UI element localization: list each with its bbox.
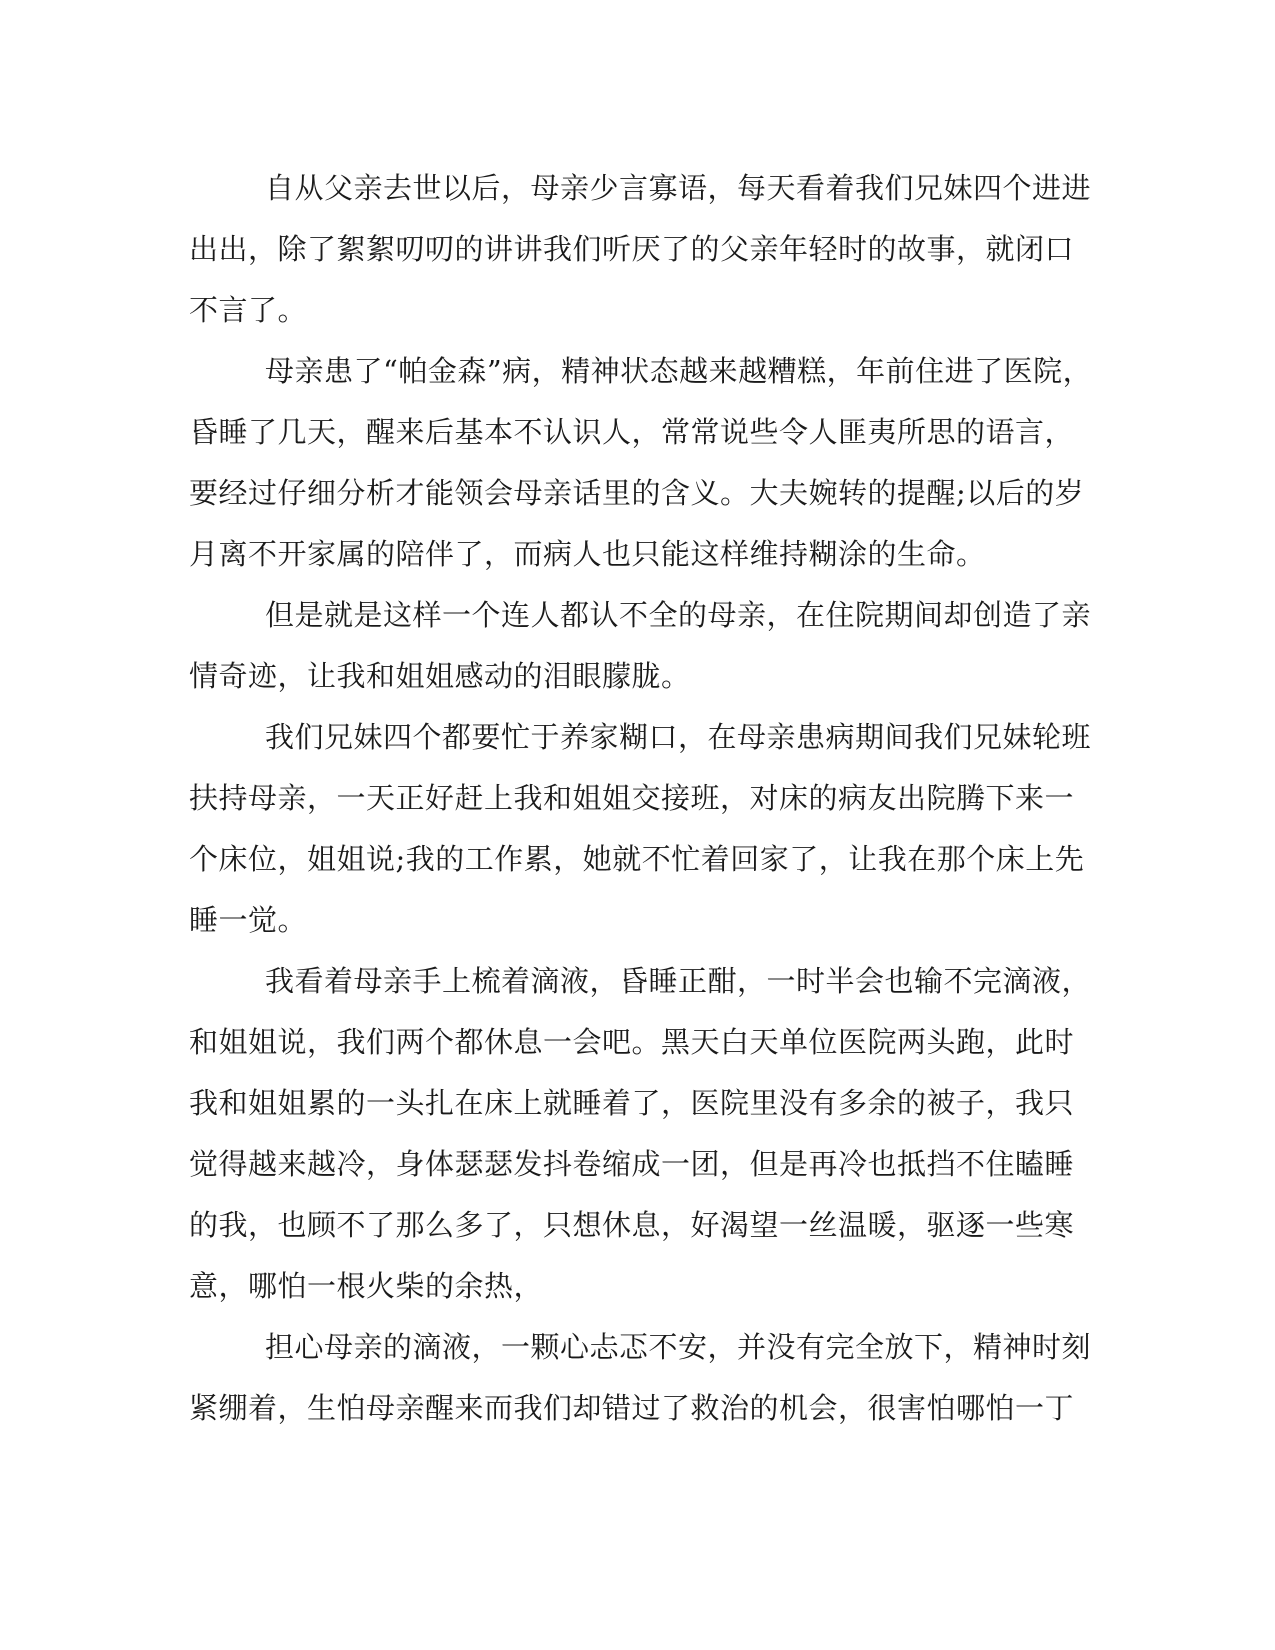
paragraph bbox=[189, 707, 1092, 951]
text-line: 我看着母亲手上梳着滴液，昏睡正酣，一时半会也输不完滴液， bbox=[265, 964, 1092, 998]
text-line: 不言了。 bbox=[189, 293, 308, 327]
text-line: 自从父亲去世以后，母亲少言寡语，每天看着我们兄妹四个进进 bbox=[265, 171, 1092, 205]
paragraph bbox=[189, 158, 1092, 341]
paragraph bbox=[189, 951, 1092, 1317]
text-line: 母亲患了“帕金森”病，精神状态越来越糟糕，年前住进了医院， bbox=[265, 354, 1093, 388]
text-line: 个床位，姐姐说;我的工作累，她就不忙着回家了，让我在那个床上先 bbox=[189, 842, 1085, 876]
text-line: 情奇迹，让我和姐姐感动的泪眼朦胧。 bbox=[189, 659, 691, 693]
text-line: 觉得越来越冷，身体瑟瑟发抖卷缩成一团，但是再冷也抵挡不住瞌睡 bbox=[189, 1147, 1075, 1181]
text-line: 月离不开家属的陪伴了，而病人也只能这样维持糊涂的生命。 bbox=[189, 537, 986, 571]
paragraph bbox=[189, 341, 1093, 585]
text-line: 意，哪怕一根火柴的余热， bbox=[189, 1269, 544, 1303]
text-line: 要经过仔细分析才能领会母亲话里的含义。大夫婉转的提醒;以后的岁 bbox=[189, 476, 1085, 510]
text-line: 担心母亲的滴液，一颗心忐忑不安，并没有完全放下，精神时刻 bbox=[265, 1330, 1092, 1364]
text-line: 我和姐姐累的一头扎在床上就睡着了，医院里没有多余的被子，我只 bbox=[189, 1086, 1075, 1120]
text-line: 紧绷着，生怕母亲醒来而我们却错过了救治的机会，很害怕哪怕一丁 bbox=[189, 1391, 1075, 1425]
text-line: 和姐姐说，我们两个都休息一会吧。黑天白天单位医院两头跑，此时 bbox=[189, 1025, 1075, 1059]
text-line: 睡一觉。 bbox=[189, 903, 308, 937]
paragraph bbox=[189, 1317, 1092, 1439]
text-line: 昏睡了几天，醒来后基本不认识人，常常说些令人匪夷所思的语言， bbox=[189, 415, 1075, 449]
text-line: 但是就是这样一个连人都认不全的母亲，在住院期间却创造了亲 bbox=[265, 598, 1092, 632]
text-line: 出出，除了絮絮叨叨的讲讲我们听厌了的父亲年轻时的故事，就闭口 bbox=[189, 232, 1075, 266]
text-line: 的我，也顾不了那么多了，只想休息，好渴望一丝温暖，驱逐一些寒 bbox=[189, 1208, 1075, 1242]
body-text bbox=[189, 158, 1093, 1439]
paragraph bbox=[189, 585, 1092, 707]
text-line: 扶持母亲，一天正好赶上我和姐姐交接班，对床的病友出院腾下来一 bbox=[189, 781, 1075, 815]
text-line: 我们兄妹四个都要忙于养家糊口，在母亲患病期间我们兄妹轮班 bbox=[265, 720, 1092, 754]
